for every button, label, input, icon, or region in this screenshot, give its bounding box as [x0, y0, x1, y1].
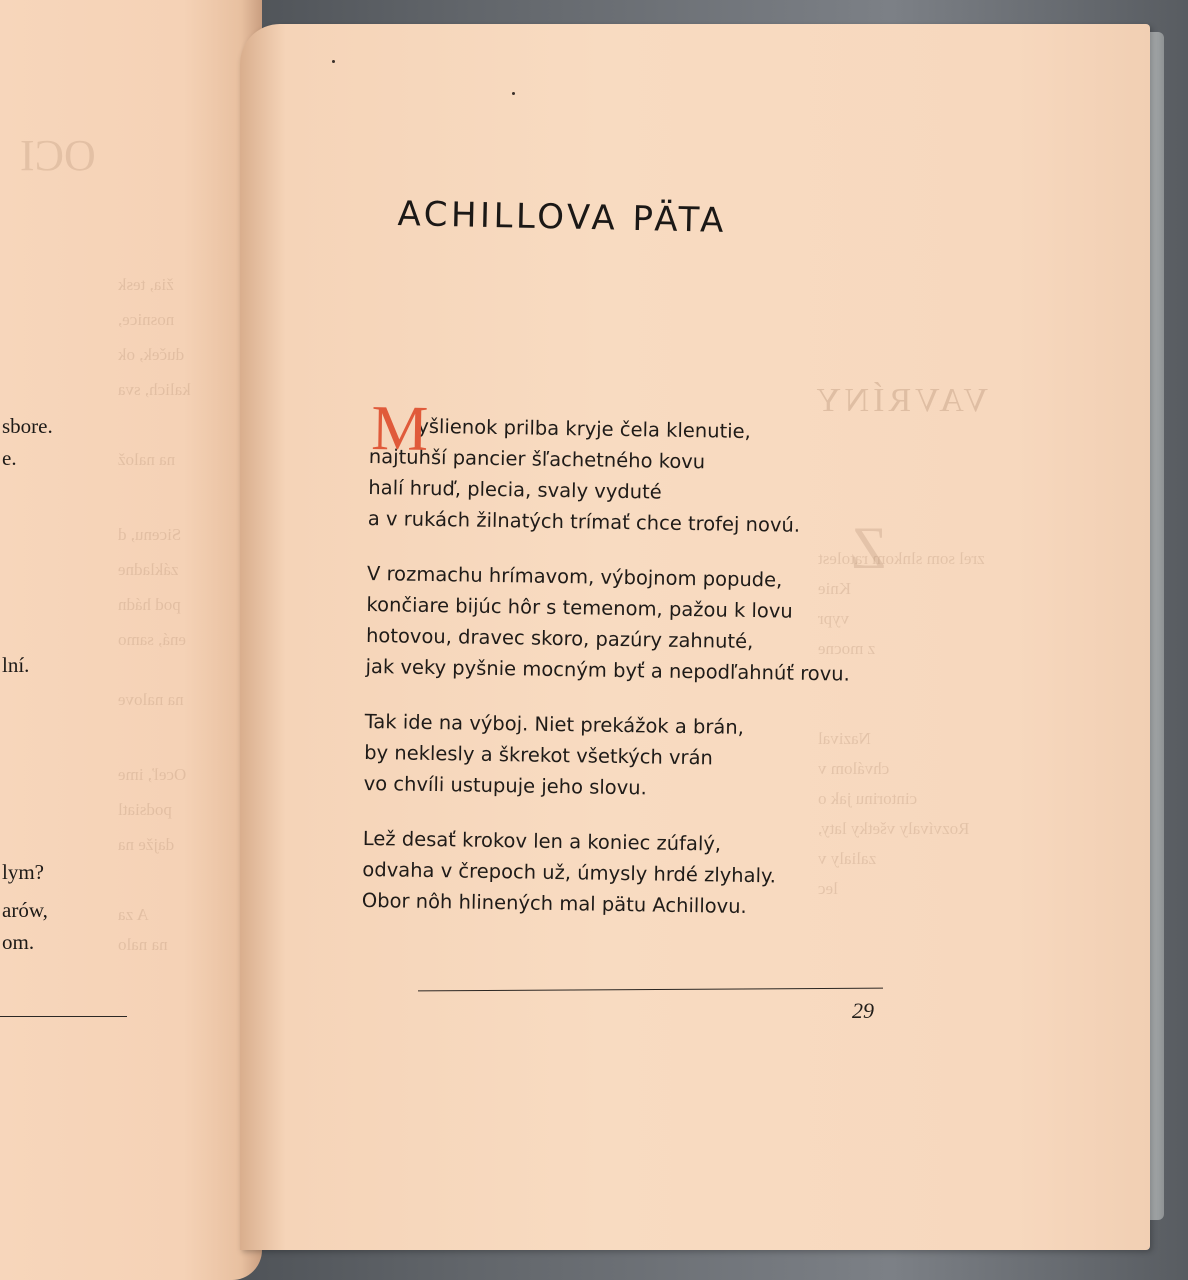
show-through-heading: VAVRÍNY: [812, 382, 989, 419]
verse-line: najtuhší pancier šľachetného kovu: [368, 444, 706, 474]
verse-line: Obor nôh hlinených mal pätu Achillovu.: [361, 888, 747, 918]
show-through-text: zrel som slnkom ratolest: [818, 549, 985, 568]
show-through-text: z mocne: [818, 639, 876, 658]
verse-line: halí hruď, plecia, svaly vyduté: [368, 475, 662, 504]
left-page-fragment: om.: [2, 930, 35, 954]
paper-speck: [512, 92, 515, 95]
show-through-text: podsiatl: [118, 800, 172, 819]
show-through-text: duček, ok: [118, 345, 185, 364]
show-through-text: základne: [118, 560, 179, 579]
show-through-text: žia, tesk: [118, 275, 174, 294]
footer-rule: [418, 988, 883, 992]
show-through-text: dajže na: [118, 835, 175, 854]
show-through-text: Z: [850, 515, 887, 581]
show-through-text: Oceľ, ime: [118, 765, 187, 784]
show-through-text: OCI: [20, 131, 96, 180]
show-through-text: ená, samo: [118, 630, 186, 649]
drop-cap: M: [370, 392, 429, 464]
show-through-text: lec: [818, 879, 838, 898]
show-through-text: Knie: [818, 579, 852, 598]
show-through-text: pod hádn: [118, 595, 181, 614]
verse-line: Tak ide na výboj. Niet prekážok a brán,: [364, 709, 745, 739]
left-page-fragment: lní.: [2, 653, 30, 677]
verse-line: hotovou, dravec skoro, pazúry zahnuté,: [365, 623, 754, 654]
stanza-1: [368, 384, 930, 543]
left-page-rule: [0, 1016, 127, 1017]
left-page-fragment: e.: [2, 446, 17, 470]
show-through-text: cintorinu jak o: [818, 789, 918, 808]
paper-speck: [332, 60, 335, 63]
verse-line: vo chvíli ustupuje jeho slovu.: [363, 771, 647, 800]
poem-body: [361, 384, 930, 949]
left-page: [0, 0, 262, 1280]
show-through-text: na nalož: [118, 450, 176, 469]
show-through-text: na nalo: [118, 935, 168, 954]
left-page-fragment: arów,: [2, 898, 48, 922]
show-through-text: nosnice,: [118, 310, 175, 329]
left-page-fragment: sbore.: [2, 414, 53, 438]
verse-line: V rozmachu hrímavom, výbojnom popude,: [366, 561, 783, 592]
show-through-text: Sicenu, d: [118, 525, 182, 544]
verse-line: jak veky pyšnie mocným byť a nepodľahnúť rovu.: [365, 654, 850, 686]
stanza-4: [362, 823, 923, 925]
show-through-text: chválom v: [818, 759, 890, 778]
verse-line: Lež desať krokov len a koniec zúfalý,: [362, 826, 722, 856]
page-number: 29: [852, 998, 874, 1023]
show-through-text: kalich, sva: [118, 380, 191, 399]
show-through-text: vypr: [818, 609, 850, 628]
verse-line: by neklesly a škrekot všetkých vrán: [364, 740, 714, 770]
show-through-text: Nazival: [818, 729, 871, 748]
poem-title: ACHILLOVA PÄTA: [397, 194, 728, 241]
verse-line: odvaha v črepoch už, úmysly hrdé zlyhaly.: [362, 857, 777, 888]
verse-line: yšlienok prilba kryje čela klenutie,: [417, 414, 751, 443]
stanza-2: [365, 558, 927, 691]
show-through-text: A za: [118, 905, 149, 924]
verse-line: a v rukách žilnatých trímať chce trofej novú.: [367, 506, 801, 537]
stanza-3: [363, 706, 924, 808]
left-page-fragment: lym?: [2, 860, 44, 884]
show-through-text: Rozvívaly všetky laty,: [818, 819, 970, 838]
show-through-text: na nalove: [118, 690, 184, 709]
right-page: [240, 24, 1150, 1250]
show-through-text: zalialy v: [818, 849, 877, 868]
verse-line: končiare bijúc hôr s temenom, pažou k lovu: [366, 592, 793, 623]
